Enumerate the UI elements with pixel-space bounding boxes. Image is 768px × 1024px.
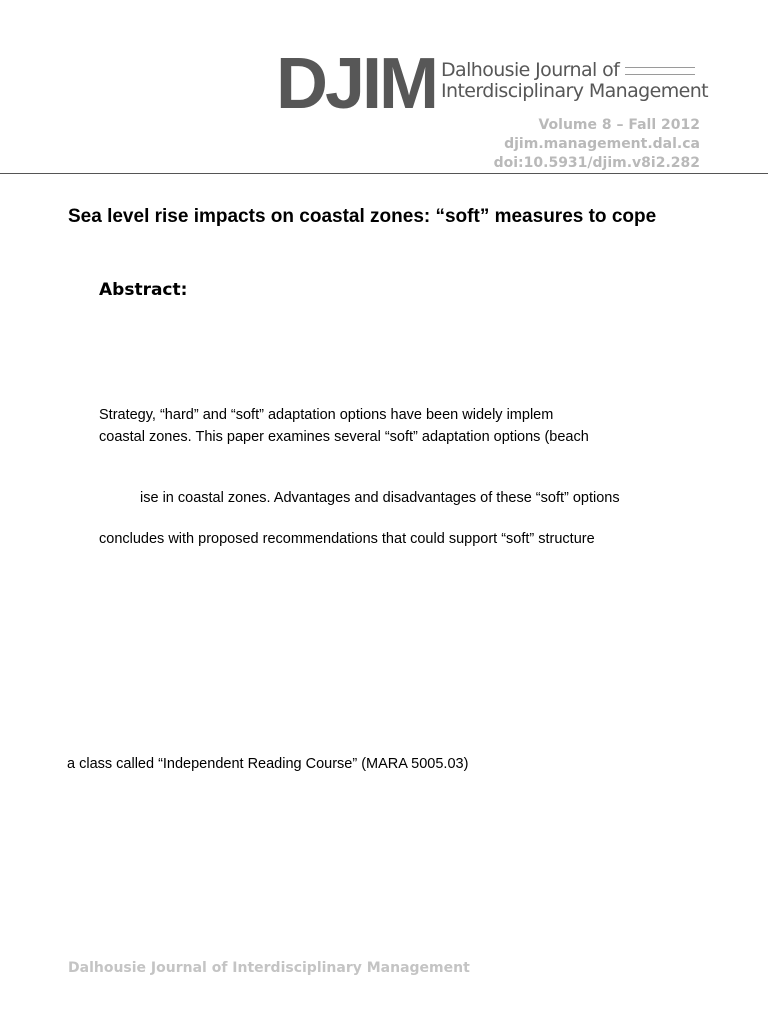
header-divider bbox=[0, 173, 768, 174]
abstract-heading: Abstract: bbox=[99, 280, 188, 300]
decorative-rule bbox=[625, 67, 695, 75]
page-footer: Dalhousie Journal of Interdisciplinary Management bbox=[68, 960, 470, 976]
website-link[interactable]: djim.management.dal.ca bbox=[504, 136, 700, 152]
article-title: Sea level rise impacts on coastal zones: “soft” measures to cope bbox=[68, 206, 657, 227]
abstract-text-line: coastal zones. This paper examines several “soft” adaptation options (beach bbox=[99, 429, 589, 445]
journal-name-line2: Interdisciplinary Management bbox=[441, 80, 708, 102]
doi-link[interactable]: doi:10.5931/djim.v8i2.282 bbox=[493, 155, 700, 171]
journal-name bbox=[441, 60, 708, 102]
abstract-text-line: Strategy, “hard” and “soft” adaptation options have been widely implem bbox=[99, 407, 554, 423]
abstract-text-line: ise in coastal zones. Advantages and disadvantages of these “soft” options bbox=[140, 490, 620, 506]
volume-label: Volume 8 – Fall 2012 bbox=[538, 117, 700, 133]
journal-name-line1: Dalhousie Journal of bbox=[441, 59, 620, 81]
journal-masthead bbox=[0, 0, 768, 175]
abstract-text-line: concludes with proposed recommendations that could support “soft” structure bbox=[99, 531, 595, 547]
issue-info bbox=[494, 116, 700, 173]
journal-logo: DJIM bbox=[276, 44, 437, 124]
footnote-text: a class called “Independent Reading Course” (MARA 5005.03) bbox=[67, 756, 469, 772]
